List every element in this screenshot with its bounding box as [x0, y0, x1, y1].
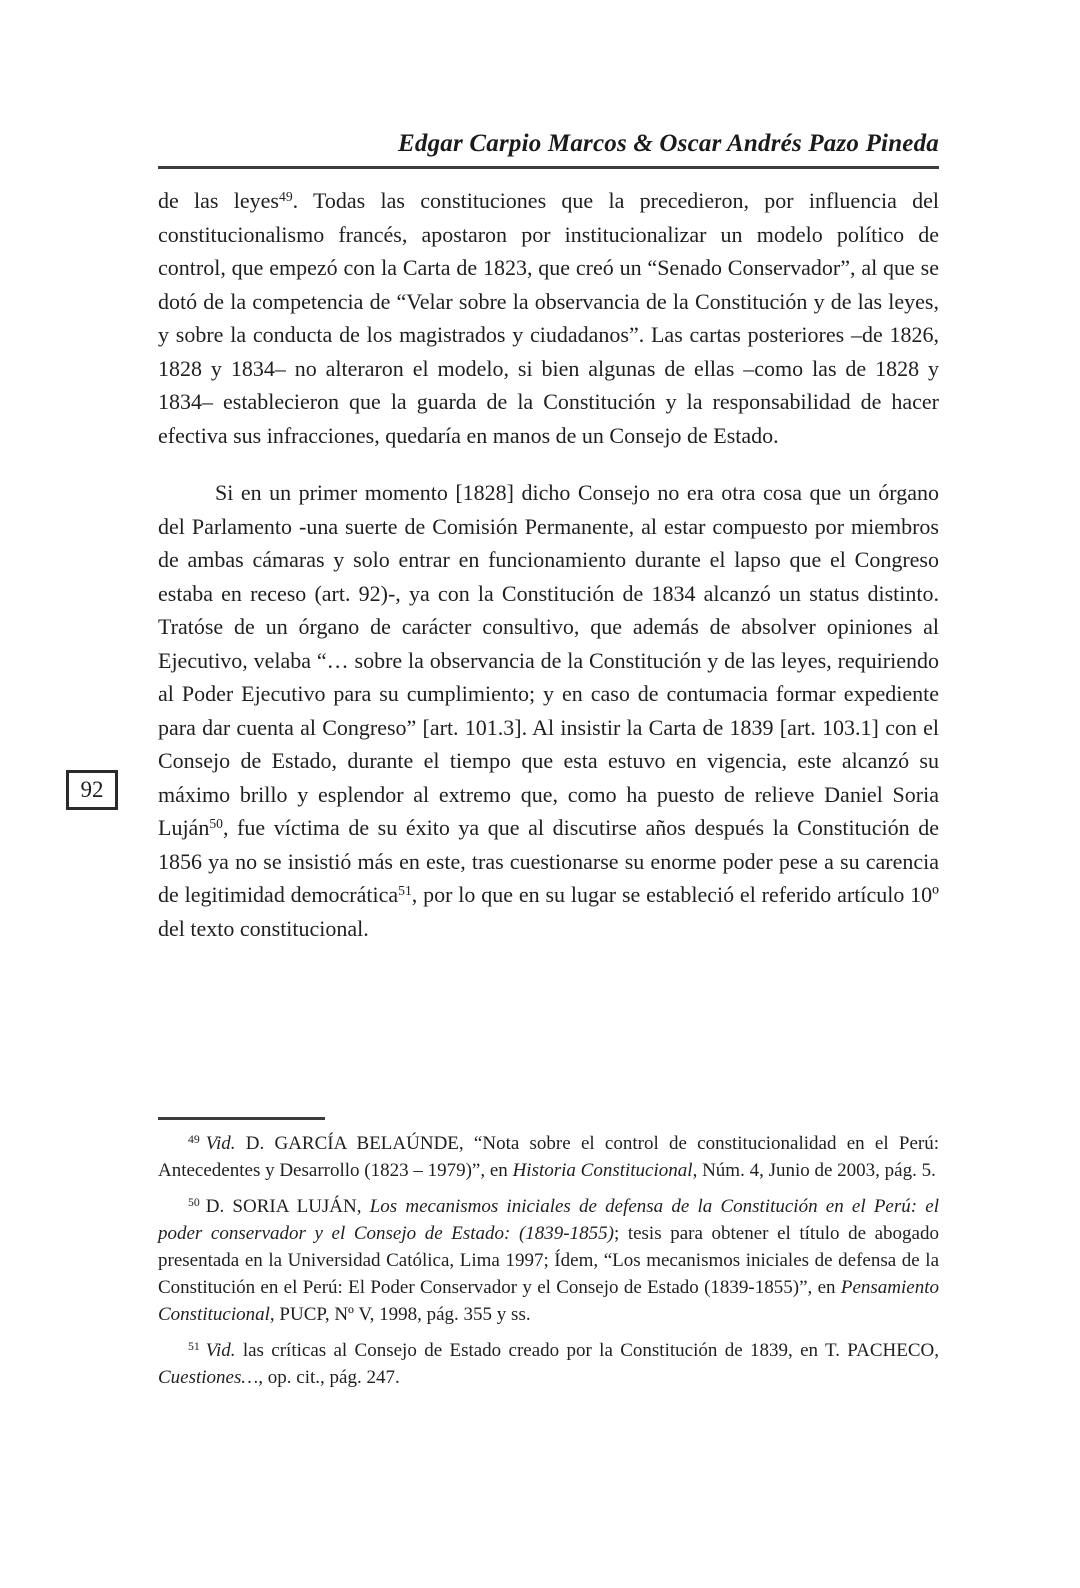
- footnote-51-text-end: op. cit., pág. 247.: [263, 1367, 400, 1388]
- footnote-50-journal: Pensamiento Constitucional: [158, 1277, 939, 1325]
- footnote-50-author: D. SORIA LUJÁN,: [205, 1196, 370, 1217]
- footnote-49-text: D. GARCÍA BELAÚNDE, “Nota sobre el control de constitucionalidad en el Perú: Antecedentes y Desarrollo (1823 – 1979)”, en: [158, 1133, 939, 1181]
- footnote-50-marker: 50: [188, 1196, 200, 1210]
- paragraph-2: [158, 476, 939, 945]
- footnote-separator-rule: [158, 1117, 325, 1120]
- footnotes-section: [158, 1130, 939, 1391]
- paragraph-1: [158, 184, 939, 452]
- footnote-50-text: ; tesis para obtener el título de abogado presentada en la Universidad Católica, Lima 1997; Ídem, “Los mecanismos iniciales de defensa de la Constitución en el Perú: El Poder Conservador y el Consejo de Estado (1839-1855)”, en: [158, 1223, 939, 1298]
- footnote-ref-51: 51: [398, 883, 412, 899]
- page-number-box: [66, 770, 118, 810]
- footnote-49-vid: Vid.: [205, 1133, 236, 1154]
- footnote-51-title: Cuestiones…,: [158, 1367, 264, 1388]
- paragraph-2-text-cont: , fue víctima de su éxito ya que al discutirse años después la Constitución de 1856 ya no se insistió más en este, tras cuestionarse su enorme poder pese a su carencia de legitimidad democrática: [158, 815, 939, 907]
- footnote-51-marker: 51: [188, 1340, 200, 1354]
- running-header-authors: Edgar Carpio Marcos & Oscar Andrés Pazo Pineda: [398, 130, 939, 157]
- footnote-51: [158, 1337, 939, 1391]
- footnote-50: [158, 1193, 939, 1328]
- footnote-50-text-end: , PUCP, Nº V, 1998, pág. 355 y ss.: [269, 1304, 531, 1325]
- paragraph-1-text: de las leyes: [158, 188, 279, 213]
- header-rule: [158, 166, 939, 169]
- body-text: [158, 184, 939, 945]
- footnote-51-text: las críticas al Consejo de Estado creado por la Constitución de 1839, en T. PACHECO,: [235, 1340, 939, 1361]
- footnote-ref-49: 49: [279, 189, 293, 205]
- footnote-49-marker: 49: [188, 1133, 200, 1147]
- paragraph-2-text-end: , por lo que en su lugar se estableció el referido artículo 10º del texto constitucional.: [158, 882, 939, 941]
- paragraph-2-text: Si en un primer momento [1828] dicho Consejo no era otra cosa que un órgano del Parlamento -una suerte de Comisión Permanente, al estar compuesto por miembros de ambas cámaras y solo entrar en funcionamiento durante el lapso que el Congreso estaba en receso (art. 92)-, ya con la Constitución de 1834 alcanzó un status distinto. Tratóse de un órgano de carácter consultivo, que además de absolver opiniones al Ejecutivo, velaba “… sobre la observancia de la Constitución y de las leyes, requiriendo al Poder Ejecutivo para su cumplimiento; y en caso de contumacia formar expediente para dar cuenta al Congreso” [art. 101.3]. Al insistir la Carta de 1839 [art. 103.1] con el Consejo de Estado, durante el tiempo que esta estuvo en vigencia, este alcanzó su máximo brillo y esplendor al extremo que, como ha puesto de relieve Daniel Soria Luján: [158, 480, 939, 840]
- page-number: 92: [80, 777, 104, 802]
- footnote-49: [158, 1130, 939, 1184]
- footnote-50-title: Los mecanismos iniciales de defensa de la Constitución en el Perú: el poder conservador y el Consejo de Estado: (1839-1855): [158, 1196, 939, 1244]
- paragraph-1-text-cont: . Todas las constituciones que la precedieron, por influencia del constitucionalismo francés, apostaron por institucionalizar un modelo político de control, que empezó con la Carta de 1823, que creó un “Senado Conservador”, al que se dotó de la competencia de “Velar sobre la observancia de la Constitución y de las leyes, y sobre la conducta de los magistrados y ciudadanos”. Las cartas posteriores –de 1826, 1828 y 1834– no alteraron el modelo, si bien algunas de ellas –como las de 1828 y 1834– establecieron que la guarda de la Constitución y la responsabilidad de hacer efectiva sus infracciones, quedaría en manos de un Consejo de Estado.: [158, 188, 940, 448]
- footnote-49-text-end: , Núm. 4, Junio de 2003, pág. 5.: [692, 1160, 936, 1181]
- footnote-49-journal: Historia Constitucional: [512, 1160, 693, 1181]
- footnote-51-vid: Vid.: [205, 1340, 236, 1361]
- footnote-ref-50: 50: [209, 816, 223, 832]
